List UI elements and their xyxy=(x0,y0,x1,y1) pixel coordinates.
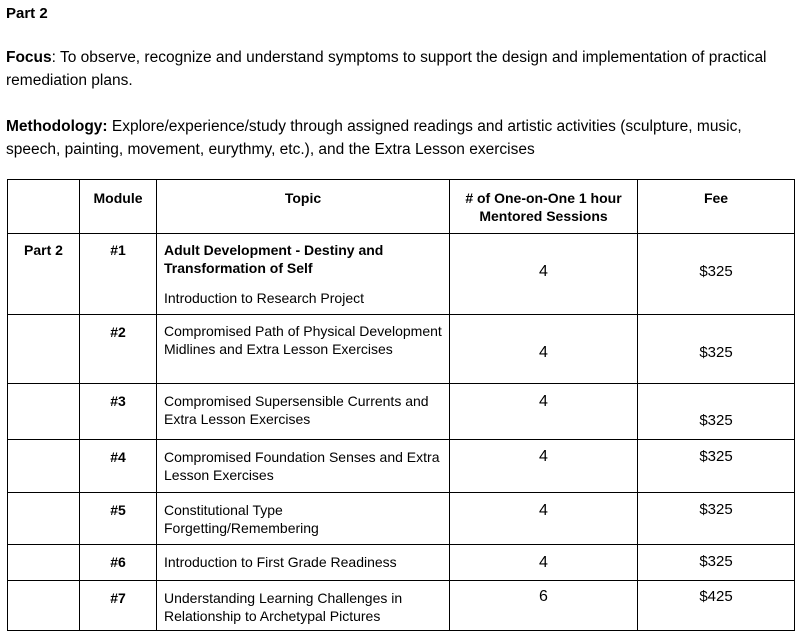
topic-title: Adult Development - Destiny and Transformation of Self xyxy=(164,242,384,276)
row-module: #5 xyxy=(80,493,157,545)
table-row xyxy=(8,493,795,545)
topic-extra: Introduction to Research Project xyxy=(164,290,364,306)
row-fee: $325 xyxy=(638,545,795,581)
row-part xyxy=(8,493,80,545)
modules-table xyxy=(7,179,795,631)
methodology-label: Methodology: xyxy=(6,118,108,135)
row-fee: $325 xyxy=(638,234,795,315)
header-module: Module xyxy=(80,180,157,234)
row-module: #6 xyxy=(80,545,157,581)
row-topic: Compromised Supersensible Currents and Extra Lesson Exercises xyxy=(157,384,450,440)
focus-paragraph xyxy=(6,46,791,92)
row-topic: Introduction to First Grade Readiness xyxy=(157,545,450,581)
row-fee: $325 xyxy=(638,315,795,384)
row-module: #1 xyxy=(80,234,157,315)
row-sessions: 4 xyxy=(450,545,638,581)
row-part xyxy=(8,440,80,493)
methodology-text: Explore/experience/study through assigned readings and artistic activities (sculpture, music, speech, painting, movement, eurythmy, etc.), and the Extra Lesson exercises xyxy=(6,118,742,158)
page-title: Part 2 xyxy=(6,5,48,22)
row-module: #4 xyxy=(80,440,157,493)
table-row xyxy=(8,581,795,631)
row-part xyxy=(8,384,80,440)
row-fee: $325 xyxy=(638,440,795,493)
header-topic: Topic xyxy=(157,180,450,234)
focus-text: : To observe, recognize and understand symptoms to support the design and implementation of practical remediation plans. xyxy=(6,49,767,89)
topic-line: Constitutional Type xyxy=(164,502,283,518)
row-module: #3 xyxy=(80,384,157,440)
row-part xyxy=(8,545,80,581)
row-sessions: 4 xyxy=(450,384,638,440)
header-sessions: # of One-on-One 1 hour Mentored Sessions xyxy=(450,180,638,234)
table-row xyxy=(8,315,795,384)
table-row xyxy=(8,545,795,581)
header-fee: Fee xyxy=(638,180,795,234)
table-row xyxy=(8,384,795,440)
row-topic: Understanding Learning Challenges in Relationship to Archetypal Pictures xyxy=(157,581,450,631)
row-topic xyxy=(157,315,450,384)
focus-label: Focus xyxy=(6,49,52,66)
methodology-paragraph xyxy=(6,115,791,161)
row-sessions: 4 xyxy=(450,440,638,493)
table-header-row xyxy=(8,180,795,234)
row-part xyxy=(8,315,80,384)
row-module: #7 xyxy=(80,581,157,631)
row-fee: $325 xyxy=(638,493,795,545)
row-topic xyxy=(157,234,450,315)
header-part xyxy=(8,180,80,234)
row-sessions: 4 xyxy=(450,493,638,545)
row-topic xyxy=(157,493,450,545)
row-sessions: 6 xyxy=(450,581,638,631)
row-fee: $325 xyxy=(638,384,795,440)
topic-line: Compromised Path of Physical Development xyxy=(164,323,442,339)
row-module: #2 xyxy=(80,315,157,384)
row-sessions: 4 xyxy=(450,234,638,315)
topic-line: Midlines and Extra Lesson Exercises xyxy=(164,341,393,357)
row-part: Part 2 xyxy=(8,234,80,315)
row-sessions: 4 xyxy=(450,315,638,384)
row-fee: $425 xyxy=(638,581,795,631)
row-topic: Compromised Foundation Senses and Extra Lesson Exercises xyxy=(157,440,450,493)
row-part xyxy=(8,581,80,631)
topic-line: Forgetting/Remembering xyxy=(164,520,319,536)
table-row xyxy=(8,440,795,493)
table-row xyxy=(8,234,795,315)
